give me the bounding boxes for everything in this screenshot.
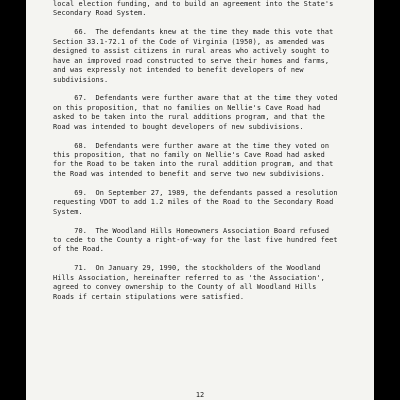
text-line: on this proposition, that no families on Nellie's Cave Road had — [53, 103, 321, 112]
text-line: 71. On January 29, 1990, the stockholders of the Woodland — [53, 264, 321, 273]
blank-line — [53, 132, 353, 141]
document-body — [53, 0, 353, 302]
blank-line — [53, 217, 353, 226]
text-line: Secondary Road System. — [53, 9, 147, 18]
text-line: 70. The Woodland Hills Homeowners Association Board refused — [53, 226, 330, 235]
blank-line — [53, 179, 353, 188]
text-line: Hills Association, hereinafter referred to as 'the Association', — [53, 273, 325, 282]
text-line: 67. Defendants were further aware that at the time they voted — [53, 94, 338, 103]
text-line: requesting VDOT to add 1.2 miles of the Road to the Secondary Road — [53, 198, 334, 207]
text-line: this proposition, that no family on Nellie's Cave Road had asked — [53, 151, 325, 159]
text-line: System. — [53, 207, 83, 216]
blank-line — [53, 85, 353, 94]
text-line: 66. The defendants knew at the time they made this vote that — [53, 28, 334, 37]
text-line: and was expressly not intended to benefit developers of new — [53, 66, 304, 75]
document-page — [26, 0, 374, 400]
text-line: for the Road to be taken into the rural addition program, and that — [53, 160, 334, 169]
text-line: to cede to the County a right-of-way for the last five hundred feet — [53, 235, 338, 244]
text-line: the Road was intended to benefit and serve two new subdivisions. — [53, 169, 325, 178]
text-line: subdivisions. — [53, 75, 109, 84]
text-line: designed to assist citizens in rural areas who actively sought to — [53, 47, 330, 56]
text-line: 69. On September 27, 1989, the defendants passed a resolution — [53, 188, 338, 197]
text-line: Roads if certain stipulations were satisfied. — [53, 292, 245, 301]
blank-line — [53, 255, 353, 264]
text-line: 68. Defendants were further aware at the time they voted on — [53, 141, 330, 150]
page-number: 12 — [195, 391, 205, 399]
blank-line — [53, 19, 353, 28]
text-line: Road was intended to bought developers of new subdivisions. — [53, 122, 304, 131]
text-line: agreed to convey ownership to the County of all Woodland Hills — [53, 283, 317, 292]
text-line: asked to be taken into the rural additions program, and that the — [53, 113, 325, 122]
text-line: local election funding, and to build an agreement into the State's — [53, 0, 334, 8]
text-line: Section 33.1-72.1 of the Code of Virginia (1950), as amended was — [53, 37, 325, 46]
text-line: have an improved road constructed to serve their homes and farms, — [53, 56, 330, 65]
text-line: of the Road. — [53, 245, 104, 254]
